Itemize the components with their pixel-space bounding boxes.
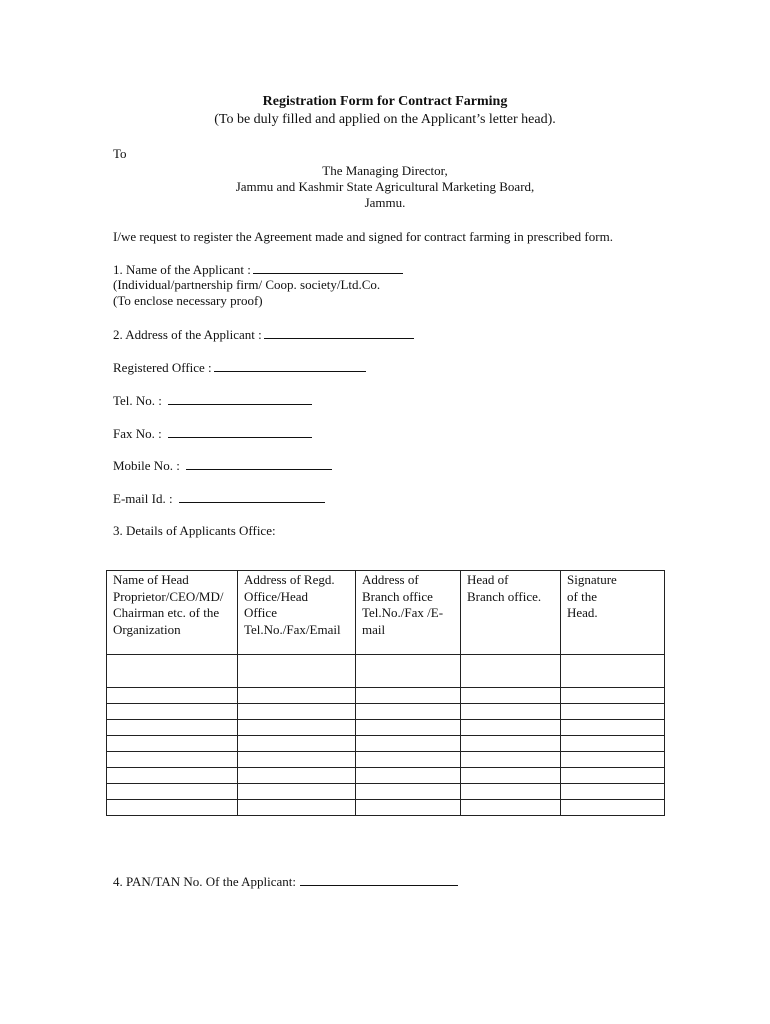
header-cell-regd-office: Address of Regd. Office/Head Office Tel.No./Fax/Email [238, 571, 356, 655]
table-cell[interactable] [107, 800, 238, 816]
table-row [107, 752, 665, 768]
table-row [107, 768, 665, 784]
form-subtitle: (To be duly filled and applied on the Applicant’s letter head). [214, 112, 556, 127]
details-label: 3. Details of Applicants Office: [113, 523, 276, 538]
table-cell[interactable] [461, 655, 561, 688]
name-input-line[interactable] [253, 261, 403, 274]
table-header-row [107, 571, 665, 655]
table-cell[interactable] [461, 720, 561, 736]
fax-row [113, 425, 312, 442]
table-cell[interactable] [238, 752, 356, 768]
addressee-line-1: The Managing Director, [322, 163, 448, 178]
header-cell-head-name: Name of Head Proprietor/CEO/MD/ Chairman etc. of the Organization [107, 571, 238, 655]
address-label: 2. Address of the Applicant : [113, 327, 262, 342]
table-row [107, 655, 665, 688]
table-cell[interactable] [356, 768, 461, 784]
pan-row [113, 873, 458, 890]
table-cell[interactable] [561, 800, 665, 816]
table-cell[interactable] [238, 720, 356, 736]
table-cell[interactable] [561, 704, 665, 720]
tel-input-line[interactable] [168, 392, 312, 405]
table-cell[interactable] [356, 784, 461, 800]
header-cell-signature: Signature of the Head. [561, 571, 665, 655]
table-cell[interactable] [238, 784, 356, 800]
tel-label: Tel. No. : [113, 393, 162, 408]
request-text: I/we request to register the Agreement made and signed for contract farming in prescribed form. [113, 229, 613, 244]
table-cell[interactable] [107, 704, 238, 720]
registered-office-input-line[interactable] [214, 359, 366, 372]
table-row [107, 784, 665, 800]
table-cell[interactable] [107, 688, 238, 704]
registered-office-label: Registered Office : [113, 360, 212, 375]
table-cell[interactable] [238, 655, 356, 688]
table-cell[interactable] [461, 752, 561, 768]
table-cell[interactable] [238, 736, 356, 752]
table-row [107, 736, 665, 752]
table-cell[interactable] [107, 736, 238, 752]
table-cell[interactable] [107, 768, 238, 784]
email-label: E-mail Id. : [113, 491, 173, 506]
mobile-row [113, 457, 332, 474]
registered-office-row [113, 359, 366, 376]
table-cell[interactable] [461, 800, 561, 816]
table-cell[interactable] [561, 736, 665, 752]
table-cell[interactable] [107, 655, 238, 688]
table-cell[interactable] [461, 784, 561, 800]
table-cell[interactable] [238, 800, 356, 816]
table-cell[interactable] [356, 655, 461, 688]
table-cell[interactable] [461, 768, 561, 784]
table-cell[interactable] [561, 784, 665, 800]
table-cell[interactable] [561, 655, 665, 688]
table-cell[interactable] [561, 768, 665, 784]
name-note-2: (To enclose necessary proof) [113, 293, 263, 308]
mobile-input-line[interactable] [186, 457, 332, 470]
form-title: Registration Form for Contract Farming [262, 94, 508, 109]
header-cell-branch-head: Head of Branch office. [461, 571, 561, 655]
email-row [113, 490, 325, 507]
addressee-line-2: Jammu and Kashmir State Agricultural Marketing Board, [235, 179, 535, 194]
addressee-line-3: Jammu. [364, 195, 406, 210]
table-row [107, 720, 665, 736]
address-field-row [113, 326, 414, 343]
table-cell[interactable] [356, 800, 461, 816]
header-cell-branch-office: Address of Branch office Tel.No./Fax /E- mail [356, 571, 461, 655]
table-cell[interactable] [238, 704, 356, 720]
pan-input-line[interactable] [300, 873, 458, 886]
table-cell[interactable] [107, 752, 238, 768]
to-label: To [113, 146, 127, 161]
name-note-1: (Individual/partnership firm/ Coop. society/Ltd.Co. [113, 277, 381, 292]
pan-label: 4. PAN/TAN No. Of the Applicant: [113, 874, 296, 889]
tel-row [113, 392, 312, 409]
table-cell[interactable] [356, 688, 461, 704]
table-cell[interactable] [356, 736, 461, 752]
table-row [107, 688, 665, 704]
table-row [107, 704, 665, 720]
table-cell[interactable] [238, 768, 356, 784]
fax-input-line[interactable] [168, 425, 312, 438]
table-cell[interactable] [238, 688, 356, 704]
table-cell[interactable] [461, 704, 561, 720]
table-cell[interactable] [107, 720, 238, 736]
address-input-line[interactable] [264, 326, 414, 339]
table-cell[interactable] [107, 784, 238, 800]
mobile-label: Mobile No. : [113, 458, 180, 473]
fax-label: Fax No. : [113, 426, 162, 441]
name-label: 1. Name of the Applicant : [113, 262, 251, 277]
table-cell[interactable] [561, 720, 665, 736]
table-cell[interactable] [356, 704, 461, 720]
name-field-row [113, 261, 403, 278]
email-input-line[interactable] [179, 490, 325, 503]
table-cell[interactable] [561, 688, 665, 704]
table-row [107, 800, 665, 816]
table-cell[interactable] [356, 752, 461, 768]
table-cell[interactable] [461, 688, 561, 704]
office-details-table [106, 570, 665, 816]
table-cell[interactable] [561, 752, 665, 768]
table-cell[interactable] [356, 720, 461, 736]
table-cell[interactable] [461, 736, 561, 752]
